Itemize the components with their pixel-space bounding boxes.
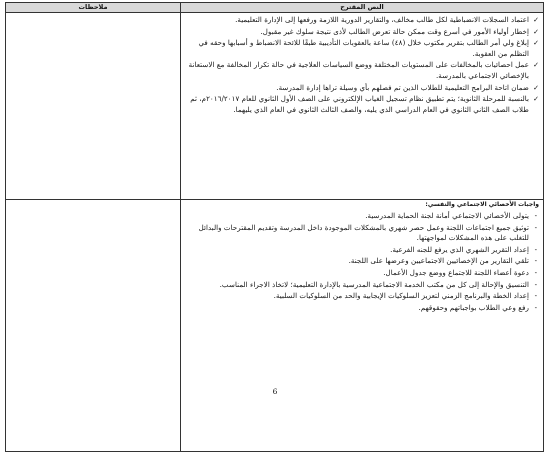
table-row [6, 200, 544, 452]
list-item: - تلقي التقارير من الإخصائيين الاجتماعيين وعرضها على اللجنة. [187, 256, 539, 267]
proposed-text-cell [181, 200, 544, 452]
list-item: - توثيق جميع اجتماعات اللجنة وعمل حصر شهري بالمشكلات الموجودة داخل المدرسة وتقديم المقترحات والبدائل للتغلب على هذه المشكلات لمواجهتها. [187, 223, 539, 244]
list-item: ✓ ضمان اتاحة البرامج التعليمية للطلاب الذين تم فصلهم بأي وسيلة تراها إدارة المدرسة. [187, 83, 539, 94]
list-item: - إعداد الخطة والبرنامج الزمني لتعزيز السلوكيات الإيجابية والحد من السلوكيات السلبية. [187, 291, 539, 302]
list-item: - رفع وعي الطلاب بواجباتهم وحقوقهم. [187, 303, 539, 314]
list-item: ✓ عمل احصائيات بالمخالفات على المستويات المختلفة ووضع السياسات العلاجية في حالة تكرار المخالفة مع الاستعانة بالإخصائي الاجتماعي بالمدرسة. [187, 60, 539, 81]
list-item: ✓ بالنسبة للمرحلة الثانوية؛ يتم تطبيق نظام تسجيل الغياب الإلكتروني على الصف الأول الثانوي للعام ٢٠١٦/٢٠١٧م، ثم طلاب الصف الثاني الثانوي في العام الدراسي الذي يليه، والصف الثالث الثانوي في العام الذي يليهما. [187, 94, 539, 115]
header-notes: ملاحظات [6, 3, 181, 13]
list-item: - التنسيق والإحالة إلى كل من مكتب الخدمة الاجتماعية المدرسية بالإدارة التعليمية؛ لاتخاذ الاجراء المناسب. [187, 280, 539, 291]
notes-cell [6, 13, 181, 200]
social-worker-duties-list [181, 209, 543, 313]
list-item: - دعوة أعضاء اللجنة للاجتماع ووضع جدول الأعمال. [187, 268, 539, 279]
table-row [6, 13, 544, 200]
list-item: - إعداد التقرير الشهري الذي يرفع للجنه الفرعية. [187, 245, 539, 256]
section-heading: واجبات الأخصائي الاجتماعي والنفسي: [425, 201, 539, 208]
header-proposed-text: النص المقترح [181, 3, 544, 13]
list-item: ✓ إخطار أولياء الأمور في أسرع وقت ممكن حالة تعرض الطالب لأذى نتيجة سلوك غير مقبول. [187, 27, 539, 38]
proposal-table [5, 2, 544, 452]
list-item: ✓ إبلاغ ولي أمر الطالب بتقرير مكتوب خلال (٤٨) ساعة بالعقوبات التأديبية طبقًا للائحة الانضباط و أسبابها وحقه في التظلم من العقوبة. [187, 38, 539, 59]
proposed-text-cell [181, 13, 544, 200]
discipline-list [181, 13, 543, 115]
table-header-row [6, 3, 544, 13]
page-number: 6 [272, 387, 278, 396]
list-item: ✓ اعتماد السجلات الانضباطية لكل طالب مخالف، والتقارير الدورية اللازمة ورفعها إلى الإدارة التعليمية. [187, 15, 539, 26]
list-item: - يتولى الأخصائي الاجتماعي أمانة لجنة الحماية المدرسية. [187, 211, 539, 222]
notes-cell [6, 200, 181, 452]
